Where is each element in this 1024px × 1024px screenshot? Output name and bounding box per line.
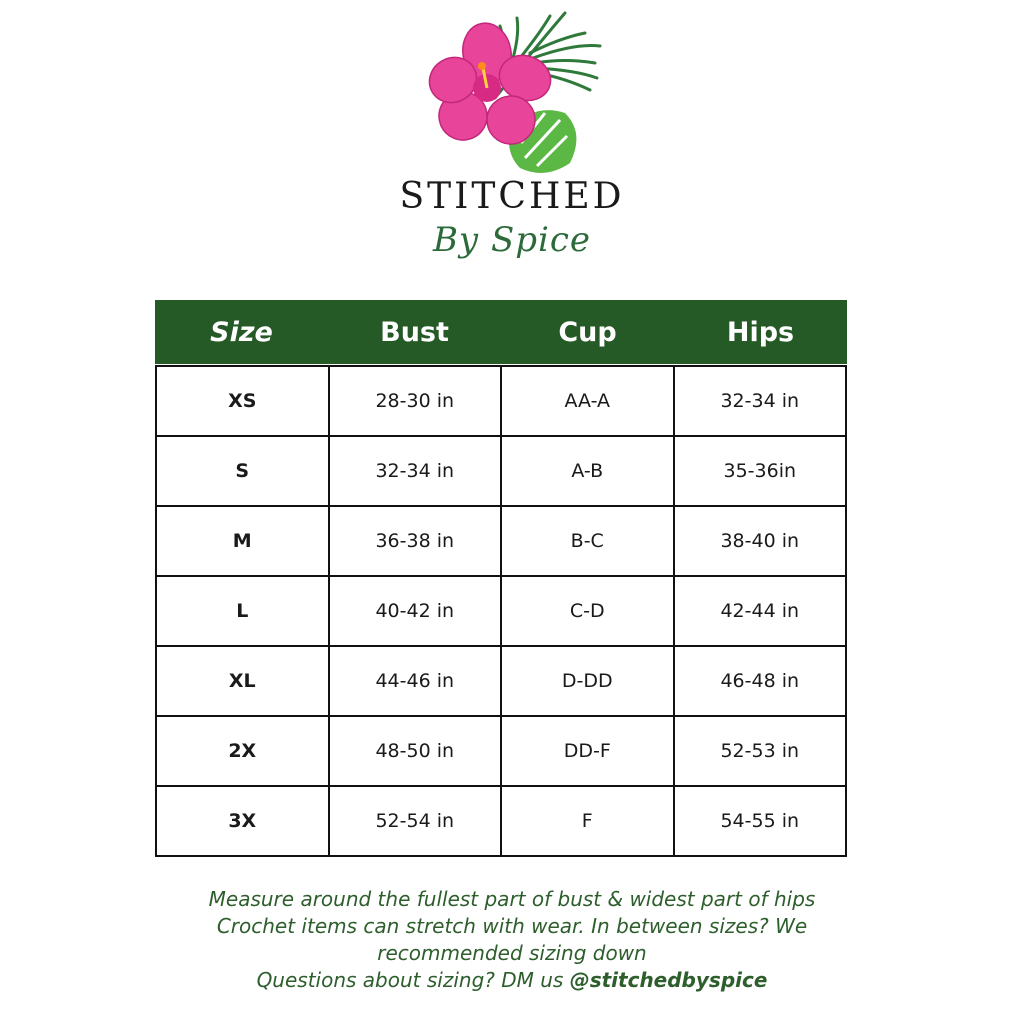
cell-cup: D-DD <box>501 646 674 716</box>
cell-hips: 54-55 in <box>674 786 847 856</box>
sizing-notes <box>160 886 864 994</box>
cell-bust: 48-50 in <box>329 716 502 786</box>
table-row <box>156 786 846 856</box>
note-measure: Measure around the fullest part of bust & widest part of hips <box>208 887 816 911</box>
cell-cup: F <box>501 786 674 856</box>
cell-hips: 42-44 in <box>674 576 847 646</box>
table-row <box>156 576 846 646</box>
cell-cup: A-B <box>501 436 674 506</box>
size-table <box>155 365 847 857</box>
cell-size: XL <box>156 646 329 716</box>
table-row <box>156 646 846 716</box>
note-stretch: Crochet items can stretch with wear. In between sizes? We <box>216 914 808 938</box>
note-sizing-down: recommended sizing down <box>377 941 647 965</box>
cell-bust: 32-34 in <box>329 436 502 506</box>
note-questions-text: Questions about sizing? DM us <box>256 968 570 992</box>
cell-cup: C-D <box>501 576 674 646</box>
cell-hips: 38-40 in <box>674 506 847 576</box>
cell-size: L <box>156 576 329 646</box>
cell-cup: AA-A <box>501 366 674 436</box>
hibiscus-flower-icon <box>425 8 605 183</box>
cell-hips: 52-53 in <box>674 716 847 786</box>
brand-tagline: By Spice <box>432 220 592 260</box>
cell-bust: 28-30 in <box>329 366 502 436</box>
cell-hips: 35-36in <box>674 436 847 506</box>
note-questions <box>160 967 864 994</box>
cell-size: S <box>156 436 329 506</box>
cell-size: XS <box>156 366 329 436</box>
instagram-handle[interactable]: @stitchedbyspice <box>569 968 768 992</box>
brand-logo <box>0 0 1024 290</box>
cell-hips: 46-48 in <box>674 646 847 716</box>
cell-bust: 52-54 in <box>329 786 502 856</box>
cell-bust: 40-42 in <box>329 576 502 646</box>
header-hips: Hips <box>726 316 795 348</box>
cell-size: 2X <box>156 716 329 786</box>
cell-bust: 44-46 in <box>329 646 502 716</box>
table-row <box>156 506 846 576</box>
cell-cup: B-C <box>501 506 674 576</box>
cell-size: M <box>156 506 329 576</box>
table-row <box>156 366 846 436</box>
cell-cup: DD-F <box>501 716 674 786</box>
cell-hips: 32-34 in <box>674 366 847 436</box>
header-size: Size <box>210 316 273 348</box>
cell-size: 3X <box>156 786 329 856</box>
table-row <box>156 716 846 786</box>
brand-name: STITCHED <box>399 176 625 217</box>
table-row <box>156 436 846 506</box>
header-bust: Bust <box>380 316 449 348</box>
header-cup: Cup <box>558 316 617 348</box>
size-table-header <box>155 300 847 364</box>
cell-bust: 36-38 in <box>329 506 502 576</box>
